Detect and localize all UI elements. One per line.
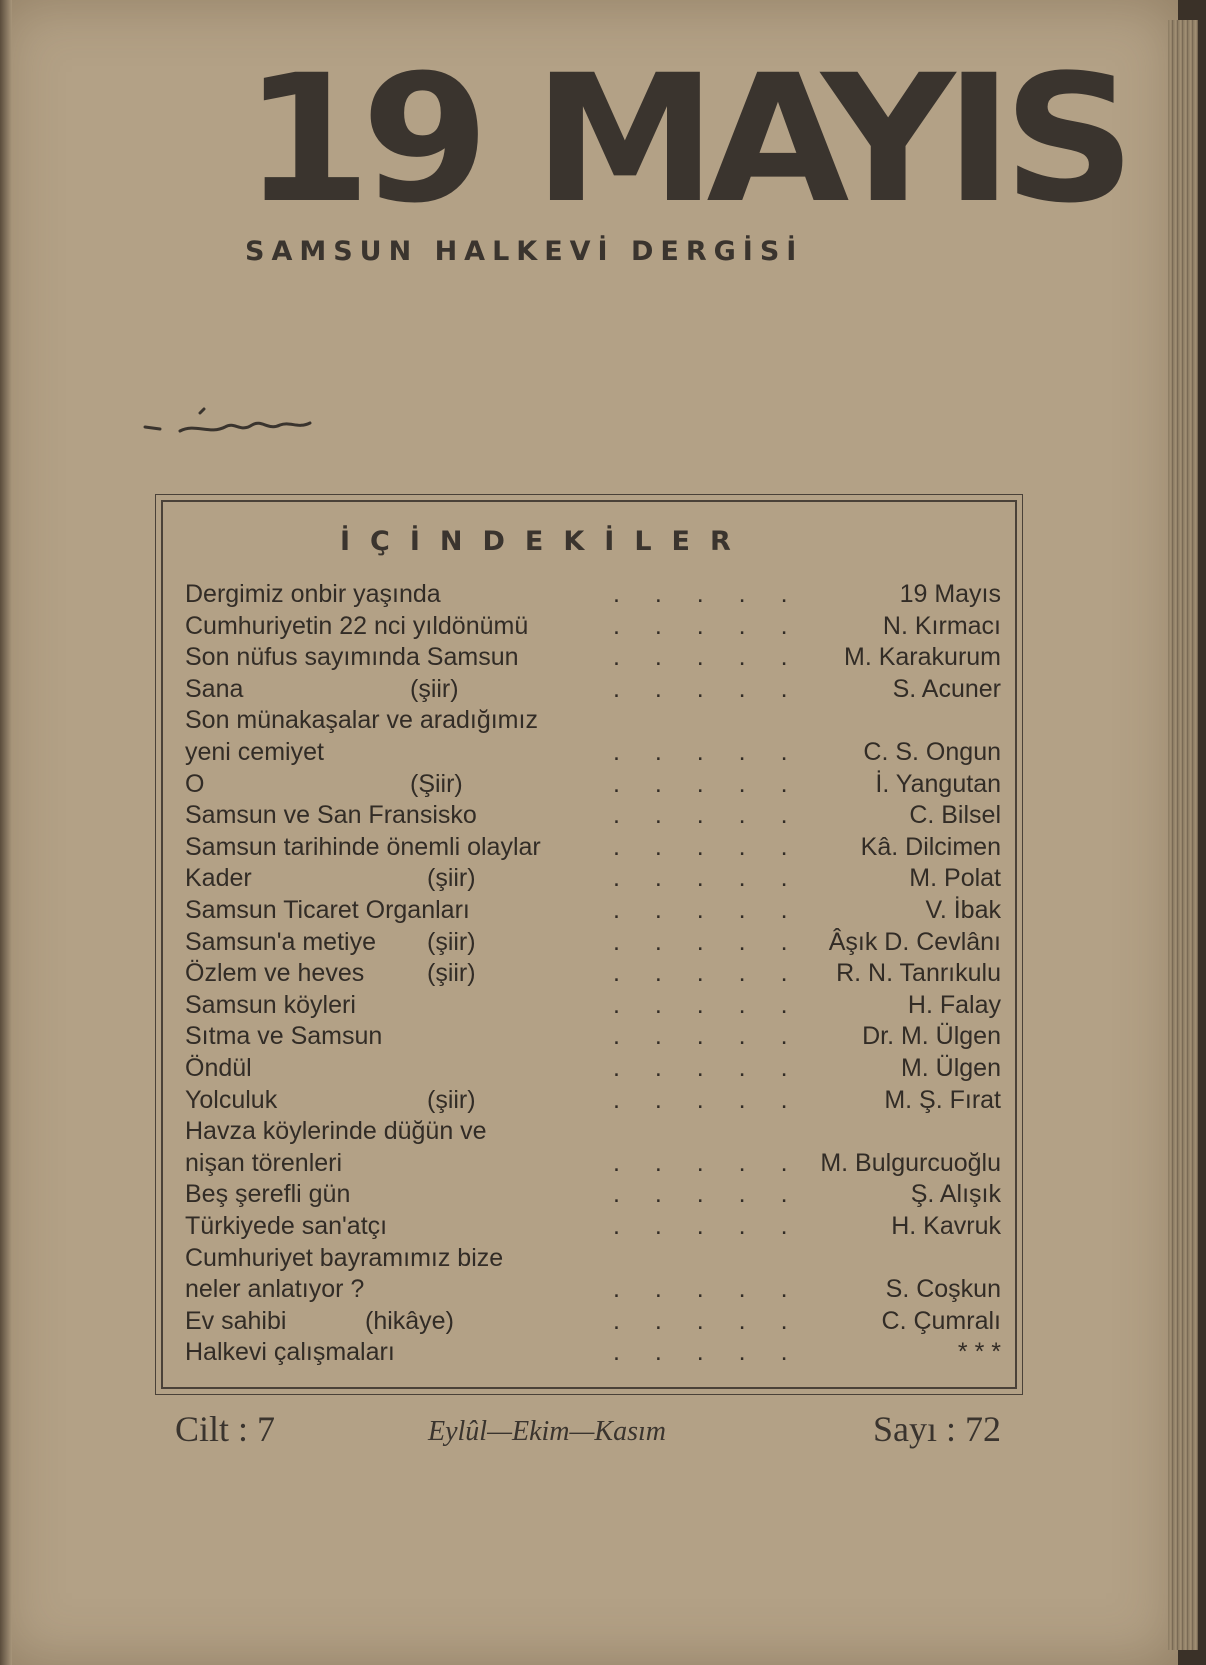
leader-dots: . . . . . [613,738,802,766]
entry-author: H. Kavruk [891,1212,1001,1240]
entry-genre: (şiir) [410,674,459,703]
entry-genre: (şiir) [427,927,476,956]
entry-title: Öndül [185,1054,252,1082]
leader-dots: . . . . . [613,1275,802,1304]
entry-author: * * * [957,1338,1001,1367]
leader-dots: . . . . . [613,1085,802,1114]
entry-title: Sana [185,674,244,703]
leader-dots: . . . . . [613,832,802,861]
entry-title: Cumhuriyet bayramımız bize [185,1243,504,1272]
contents-entry [0,1275,1178,1306]
contents-entry [0,1054,1178,1085]
masthead-logo: 19 MAYIS [243,37,1126,242]
contents-entry [0,1117,1178,1148]
entry-author: M. Ülgen [900,1054,1001,1082]
leader-dots: . . . . . [613,864,802,893]
volume-label: Cilt : 7 [175,1409,276,1449]
entry-author: M. Polat [909,864,1001,893]
entry-author: R. N. Tanrıkulu [836,959,1001,988]
contents-entry [0,770,1178,801]
entry-author: Âşık D. Cevlânı [828,927,1001,956]
entry-genre: (şiir) [427,864,476,893]
contents-entry [0,1180,1178,1211]
entry-title: Türkiyede san'atçı [185,1212,388,1240]
contents-entry [0,1149,1178,1180]
leader-dots: . . . . . [613,990,802,1019]
contents-entry [0,896,1178,927]
entry-author: H. Falay [907,990,1001,1019]
entry-title: Son nüfus sayımında Samsun [185,643,519,672]
entry-title: Ev sahibi [185,1306,287,1335]
entry-author: M. Ş. Fırat [884,1085,1001,1114]
entry-title: Samsun tarihinde önemli olaylar [185,832,541,861]
contents-entry [0,991,1178,1022]
entry-title: Yolculuk [185,1085,278,1114]
contents-entry [0,738,1178,769]
issue-months: Eylûl—Ekim—Kasım [428,1416,666,1447]
contents-entry [0,706,1178,737]
entry-genre: (şiir) [427,1085,476,1114]
contents-entry [0,675,1178,706]
entry-author: 19 Mayıs [899,580,1001,608]
leader-dots: . . . . . [613,927,802,956]
leader-dots: . . . . . [613,1054,802,1082]
leader-dots: . . . . . [613,611,802,640]
entry-title: Havza köylerinde düğün ve [185,1117,487,1146]
contents-entry [0,1307,1178,1338]
leader-dots: . . . . . [613,1022,802,1051]
contents-entry [0,1086,1178,1117]
contents-entry [0,1338,1178,1369]
entry-author: S. Coşkun [885,1275,1001,1304]
entry-author: M. Karakurum [844,643,1001,672]
leader-dots: . . . . . [613,1212,802,1240]
entry-author: C. S. Ongun [863,738,1001,766]
entry-title: Samsun köyleri [185,990,356,1019]
leader-dots: . . . . . [613,580,802,608]
entry-title: Samsun'a metiye [185,927,376,956]
entry-title: neler anlatıyor ? [185,1275,365,1304]
entry-title: Samsun Ticaret Organları [185,896,470,924]
leader-dots: . . . . . [613,896,802,924]
entry-genre: (Şiir) [410,769,463,798]
leader-dots: . . . . . [613,959,802,988]
entry-author: C. Çumralı [881,1306,1001,1335]
leader-dots: . . . . . [613,643,802,672]
entry-author: N. Kırmacı [882,611,1001,640]
entry-author: V. İbak [925,896,1001,924]
entry-title: Sıtma ve Samsun [185,1022,383,1051]
contents-entry [0,580,1178,611]
contents-heading: İÇİNDEKİLER [340,526,751,557]
entry-title: Dergimiz onbir yaşında [185,580,441,608]
entry-title: Cumhuriyetin 22 nci yıldönümü [185,611,529,640]
entry-title: Son münakaşalar ve aradığımız [185,706,538,735]
leader-dots: . . . . . [613,1180,802,1209]
contents-entry [0,1022,1178,1053]
entry-genre: (hikâye) [365,1306,454,1335]
handwritten-signature [140,405,350,445]
entry-author: M. Bulgurcuoğlu [820,1148,1001,1177]
entry-author: İ. Yangutan [875,769,1001,798]
contents-entry [0,833,1178,864]
entry-author: Kâ. Dilcimen [860,832,1001,861]
contents-entry [0,928,1178,959]
entry-author: Ş. Alışık [910,1180,1001,1209]
masthead-subtitle: SAMSUN HALKEVİ DERGİSİ [245,236,804,267]
leader-dots: . . . . . [613,769,802,798]
entry-genre: (şiir) [427,959,476,988]
page-stack-edge [1168,20,1198,1650]
entry-title: Halkevi çalışmaları [185,1338,395,1367]
contents-entry [0,864,1178,895]
contents-entry [0,959,1178,990]
contents-entry [0,643,1178,674]
entry-title: O [185,769,205,798]
leader-dots: . . . . . [613,1148,802,1177]
entry-author: S. Acuner [892,674,1001,703]
entry-author: Dr. M. Ülgen [862,1022,1001,1051]
contents-entry [0,801,1178,832]
entry-title: Beş şerefli gün [185,1180,351,1209]
leader-dots: . . . . . [613,1338,802,1367]
contents-entry [0,1212,1178,1243]
entry-title: yeni cemiyet [185,738,324,766]
leader-dots: . . . . . [613,674,802,703]
contents-entry [0,612,1178,643]
entry-title: Özlem ve heves [185,959,365,988]
leader-dots: . . . . . [613,1306,802,1335]
entry-title: Samsun ve San Fransisko [185,801,477,830]
contents-entry [0,1244,1178,1275]
entry-title: nişan törenleri [185,1148,343,1177]
issue-number: Sayı : 72 [872,1409,1001,1449]
entry-author: C. Bilsel [909,801,1001,830]
entry-title: Kader [185,864,252,893]
leader-dots: . . . . . [613,801,802,830]
